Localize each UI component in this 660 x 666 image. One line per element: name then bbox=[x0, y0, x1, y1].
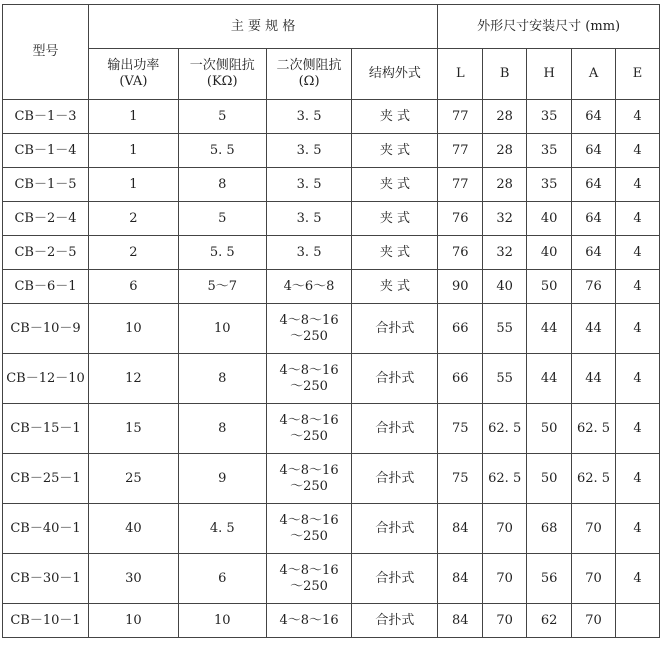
cell-dim-H: 56 bbox=[527, 554, 572, 604]
cell-model: CB－40－1 bbox=[3, 504, 89, 554]
cell-dim-H: 68 bbox=[527, 504, 572, 554]
header-dim-E: E bbox=[616, 49, 660, 100]
cell-dim-L: 84 bbox=[438, 554, 483, 604]
cell-dim-B: 40 bbox=[483, 270, 527, 304]
cell-structure: 夹 式 bbox=[352, 202, 438, 236]
table-row bbox=[3, 100, 660, 134]
cell-dim-A: 64 bbox=[572, 100, 616, 134]
cell-dim-E: 4 bbox=[616, 236, 660, 270]
cell-dim-A: 44 bbox=[572, 354, 616, 404]
cell-primary-impedance: 9 bbox=[178, 454, 266, 504]
cell-dim-A: 62. 5 bbox=[572, 404, 616, 454]
header-structure: 结构外式 bbox=[352, 49, 438, 100]
cell-model: CB－6－1 bbox=[3, 270, 89, 304]
cell-secondary-impedance: 3. 5 bbox=[266, 236, 352, 270]
header-model: 型号 bbox=[3, 5, 89, 100]
cell-dim-B: 62. 5 bbox=[483, 404, 527, 454]
cell-primary-impedance: 8 bbox=[178, 354, 266, 404]
cell-model: CB－15－1 bbox=[3, 404, 89, 454]
cell-dim-B: 70 bbox=[483, 504, 527, 554]
cell-output-power: 40 bbox=[88, 504, 178, 554]
cell-structure: 夹 式 bbox=[352, 134, 438, 168]
cell-model: CB－2－4 bbox=[3, 202, 89, 236]
cell-dim-L: 76 bbox=[438, 202, 483, 236]
cell-dim-A: 70 bbox=[572, 604, 616, 638]
cell-primary-impedance: 5. 5 bbox=[178, 236, 266, 270]
cell-dim-H: 50 bbox=[527, 270, 572, 304]
table-row bbox=[3, 202, 660, 236]
cell-model: CB－10－1 bbox=[3, 604, 89, 638]
table-row bbox=[3, 504, 660, 554]
cell-dim-B: 28 bbox=[483, 168, 527, 202]
table-row bbox=[3, 270, 660, 304]
cell-dim-L: 75 bbox=[438, 404, 483, 454]
cell-dim-L: 90 bbox=[438, 270, 483, 304]
table-row bbox=[3, 604, 660, 638]
cell-dim-L: 66 bbox=[438, 304, 483, 354]
table-row bbox=[3, 134, 660, 168]
cell-output-power: 10 bbox=[88, 604, 178, 638]
cell-structure: 夹 式 bbox=[352, 100, 438, 134]
table-row bbox=[3, 354, 660, 404]
cell-dim-H: 35 bbox=[527, 168, 572, 202]
cell-secondary-impedance: 3. 5 bbox=[266, 100, 352, 134]
cell-dim-L: 76 bbox=[438, 236, 483, 270]
cell-primary-impedance: 8 bbox=[178, 404, 266, 454]
cell-secondary-impedance: 3. 5 bbox=[266, 168, 352, 202]
header-dim-B: B bbox=[483, 49, 527, 100]
cell-model: CB－2－5 bbox=[3, 236, 89, 270]
cell-dim-B: 70 bbox=[483, 604, 527, 638]
cell-structure: 合扑式 bbox=[352, 304, 438, 354]
table-row bbox=[3, 404, 660, 454]
cell-dim-A: 76 bbox=[572, 270, 616, 304]
cell-dim-B: 55 bbox=[483, 354, 527, 404]
cell-primary-impedance: 10 bbox=[178, 604, 266, 638]
cell-model: CB－25－1 bbox=[3, 454, 89, 504]
header-dim-A: A bbox=[572, 49, 616, 100]
cell-dim-L: 77 bbox=[438, 168, 483, 202]
cell-output-power: 1 bbox=[88, 100, 178, 134]
cell-model: CB－1－4 bbox=[3, 134, 89, 168]
cell-structure: 夹 式 bbox=[352, 236, 438, 270]
cell-dim-E: 4 bbox=[616, 554, 660, 604]
cell-dim-H: 44 bbox=[527, 354, 572, 404]
cell-dim-L: 75 bbox=[438, 454, 483, 504]
cell-output-power: 30 bbox=[88, 554, 178, 604]
table-row bbox=[3, 304, 660, 354]
cell-dim-H: 40 bbox=[527, 236, 572, 270]
cell-model: CB－1－5 bbox=[3, 168, 89, 202]
cell-dim-E: 4 bbox=[616, 202, 660, 236]
cell-dim-A: 44 bbox=[572, 304, 616, 354]
header-secondary-impedance: 二次侧阻抗 (Ω) bbox=[266, 49, 352, 100]
cell-primary-impedance: 8 bbox=[178, 168, 266, 202]
cell-dim-E: 4 bbox=[616, 168, 660, 202]
cell-primary-impedance: 5. 5 bbox=[178, 134, 266, 168]
cell-dim-E: 4 bbox=[616, 270, 660, 304]
cell-secondary-impedance: 3. 5 bbox=[266, 134, 352, 168]
cell-secondary-impedance: 4～8～16 ～250 bbox=[266, 504, 352, 554]
cell-structure: 合扑式 bbox=[352, 554, 438, 604]
cell-dim-A: 64 bbox=[572, 168, 616, 202]
cell-structure: 合扑式 bbox=[352, 604, 438, 638]
cell-dim-H: 40 bbox=[527, 202, 572, 236]
cell-dim-H: 50 bbox=[527, 404, 572, 454]
cell-secondary-impedance: 4～8～16 ～250 bbox=[266, 404, 352, 454]
cell-output-power: 1 bbox=[88, 168, 178, 202]
cell-primary-impedance: 10 bbox=[178, 304, 266, 354]
cell-structure: 夹 式 bbox=[352, 270, 438, 304]
header-dims: 外形尺寸安装尺寸 (mm) bbox=[438, 5, 660, 49]
cell-secondary-impedance: 4～8～16 ～250 bbox=[266, 354, 352, 404]
header-dim-L: L bbox=[438, 49, 483, 100]
cell-secondary-impedance: 4～8～16 ～250 bbox=[266, 304, 352, 354]
cell-dim-A: 62. 5 bbox=[572, 454, 616, 504]
cell-dim-A: 64 bbox=[572, 202, 616, 236]
table-row bbox=[3, 454, 660, 504]
cell-output-power: 12 bbox=[88, 354, 178, 404]
cell-primary-impedance: 4. 5 bbox=[178, 504, 266, 554]
header-dim-H: H bbox=[527, 49, 572, 100]
cell-dim-B: 28 bbox=[483, 134, 527, 168]
cell-dim-E: 4 bbox=[616, 404, 660, 454]
header-output-power: 输出功率 (VA) bbox=[88, 49, 178, 100]
cell-output-power: 2 bbox=[88, 236, 178, 270]
cell-dim-B: 55 bbox=[483, 304, 527, 354]
cell-secondary-impedance: 4～8～16 ～250 bbox=[266, 454, 352, 504]
header-primary-impedance: 一次侧阻抗 (KΩ) bbox=[178, 49, 266, 100]
cell-output-power: 6 bbox=[88, 270, 178, 304]
cell-dim-L: 84 bbox=[438, 604, 483, 638]
cell-model: CB－10－9 bbox=[3, 304, 89, 354]
cell-primary-impedance: 5 bbox=[178, 100, 266, 134]
cell-dim-E: 4 bbox=[616, 454, 660, 504]
cell-structure: 夹 式 bbox=[352, 168, 438, 202]
cell-structure: 合扑式 bbox=[352, 504, 438, 554]
cell-dim-B: 70 bbox=[483, 554, 527, 604]
cell-dim-B: 32 bbox=[483, 202, 527, 236]
header-main-spec: 主 要 规 格 bbox=[88, 5, 437, 49]
cell-dim-H: 35 bbox=[527, 100, 572, 134]
cell-structure: 合扑式 bbox=[352, 354, 438, 404]
cell-secondary-impedance: 4～6～8 bbox=[266, 270, 352, 304]
cell-output-power: 25 bbox=[88, 454, 178, 504]
cell-dim-L: 66 bbox=[438, 354, 483, 404]
cell-model: CB－12－10 bbox=[3, 354, 89, 404]
cell-dim-E: 4 bbox=[616, 100, 660, 134]
spec-table bbox=[2, 4, 660, 638]
cell-dim-B: 32 bbox=[483, 236, 527, 270]
cell-dim-H: 62 bbox=[527, 604, 572, 638]
cell-output-power: 1 bbox=[88, 134, 178, 168]
cell-dim-L: 77 bbox=[438, 100, 483, 134]
cell-model: CB－30－1 bbox=[3, 554, 89, 604]
table-row bbox=[3, 168, 660, 202]
cell-output-power: 2 bbox=[88, 202, 178, 236]
cell-primary-impedance: 5 bbox=[178, 202, 266, 236]
cell-secondary-impedance: 3. 5 bbox=[266, 202, 352, 236]
table-row bbox=[3, 554, 660, 604]
cell-dim-B: 28 bbox=[483, 100, 527, 134]
cell-dim-L: 84 bbox=[438, 504, 483, 554]
cell-dim-E: 4 bbox=[616, 304, 660, 354]
cell-dim-E: 4 bbox=[616, 134, 660, 168]
cell-dim-A: 64 bbox=[572, 236, 616, 270]
cell-structure: 合扑式 bbox=[352, 404, 438, 454]
cell-output-power: 15 bbox=[88, 404, 178, 454]
cell-structure: 合扑式 bbox=[352, 454, 438, 504]
cell-dim-A: 70 bbox=[572, 504, 616, 554]
cell-dim-E: 4 bbox=[616, 354, 660, 404]
cell-dim-H: 35 bbox=[527, 134, 572, 168]
cell-dim-E bbox=[616, 604, 660, 638]
cell-primary-impedance: 6 bbox=[178, 554, 266, 604]
cell-dim-H: 44 bbox=[527, 304, 572, 354]
table-row bbox=[3, 236, 660, 270]
cell-dim-H: 50 bbox=[527, 454, 572, 504]
cell-dim-B: 62. 5 bbox=[483, 454, 527, 504]
cell-output-power: 10 bbox=[88, 304, 178, 354]
cell-dim-E: 4 bbox=[616, 504, 660, 554]
cell-secondary-impedance: 4～8～16 ～250 bbox=[266, 554, 352, 604]
cell-model: CB－1－3 bbox=[3, 100, 89, 134]
cell-secondary-impedance: 4～8～16 bbox=[266, 604, 352, 638]
cell-dim-L: 77 bbox=[438, 134, 483, 168]
cell-primary-impedance: 5～7 bbox=[178, 270, 266, 304]
cell-dim-A: 70 bbox=[572, 554, 616, 604]
cell-dim-A: 64 bbox=[572, 134, 616, 168]
